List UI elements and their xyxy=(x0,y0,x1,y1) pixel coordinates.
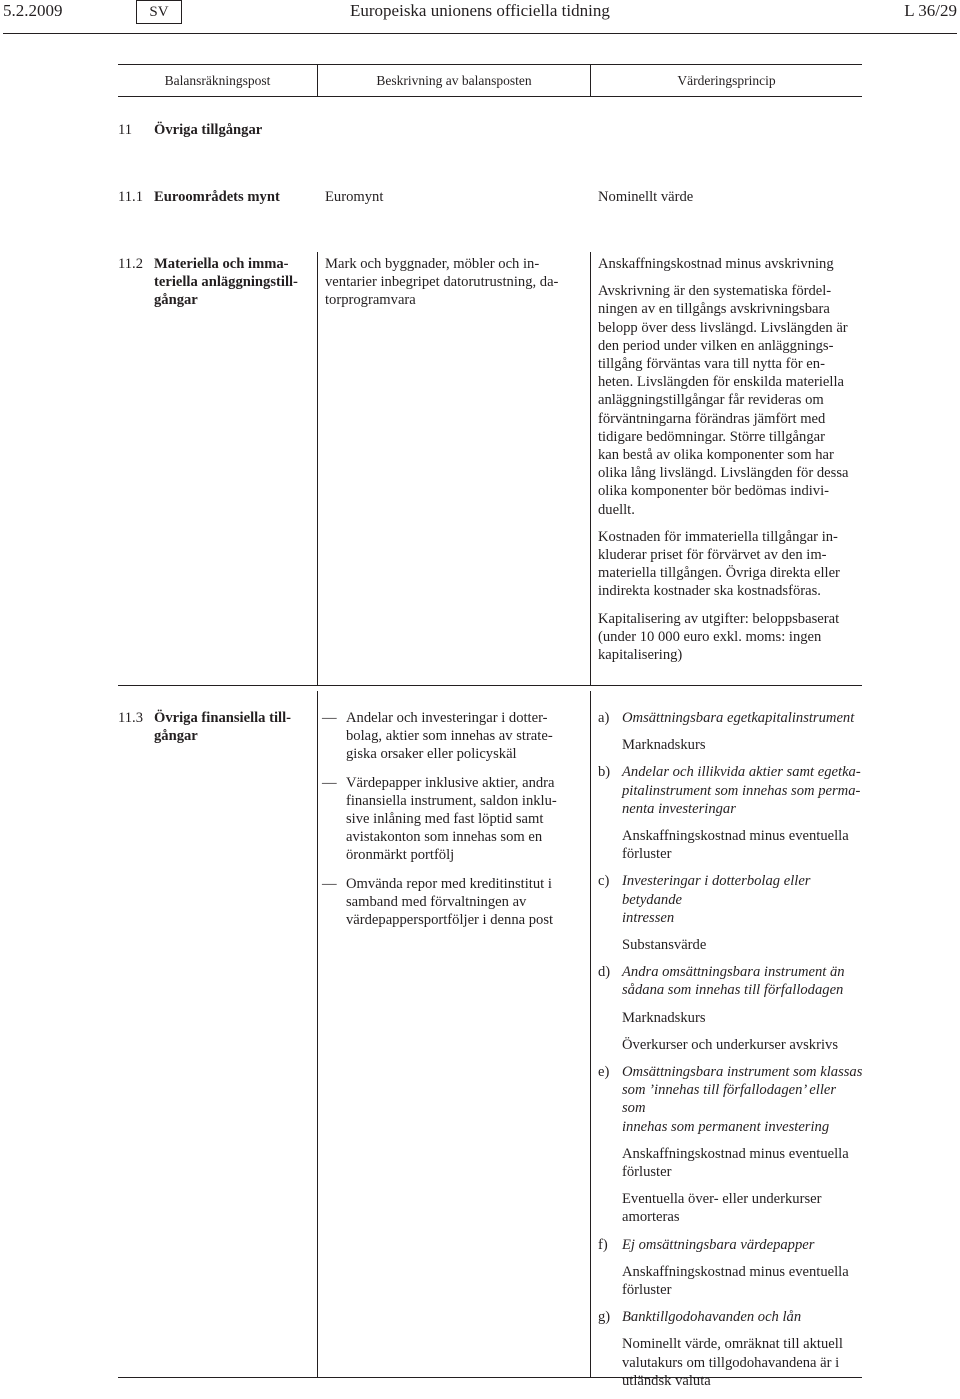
col-header-post: Balansräkningspost xyxy=(164,73,271,88)
text-line: Kapitalisering av utgifter: beloppsbaserat xyxy=(598,610,840,627)
row-11-3-description xyxy=(322,709,586,939)
text-line: pitalinstrument som innehas som perma- xyxy=(622,782,861,799)
item-title xyxy=(622,763,863,818)
text-line: indirekta kostnader ska kostnadsföras. xyxy=(598,583,821,600)
row-number: 11.2 xyxy=(118,256,143,272)
item-label: b) xyxy=(598,764,611,781)
item-rule xyxy=(622,936,863,954)
item-rule xyxy=(622,1190,863,1226)
text-line: amorteras xyxy=(622,1209,680,1226)
valuation-item xyxy=(598,872,863,954)
title-line: Materiella och imma- xyxy=(154,256,289,272)
col-header-valuation: Värderingsprincip xyxy=(677,73,776,88)
text-line: kluderar priset för förvärvet av den im- xyxy=(598,547,827,564)
text-line: Omvända repor med kreditinstitut i xyxy=(346,875,552,892)
text-line: Marknadskurs xyxy=(622,737,706,754)
item-title xyxy=(622,1063,863,1136)
text-line: sive inlåning med fast löptid samt xyxy=(346,811,544,828)
language-code-box: SV xyxy=(136,0,182,24)
text-line: öronmärkt portfölj xyxy=(346,847,455,864)
text-line: valutakurs om tillgodohavandena är i xyxy=(622,1354,840,1371)
row-number: 11 xyxy=(118,122,133,138)
item-rule xyxy=(622,1036,863,1054)
item-label: g) xyxy=(598,1309,611,1326)
table-top-rule xyxy=(118,64,862,65)
dash-marker: — xyxy=(322,774,337,791)
text-line: Investeringar i dotterbolag eller betydande xyxy=(622,873,811,908)
text-line: Anskaffningskostnad minus eventuella xyxy=(622,1263,849,1280)
text-line: kan bestå av olika komponenter som har xyxy=(598,447,834,464)
text-line: värdepappersportföljer i denna post xyxy=(346,912,554,929)
item-label: f) xyxy=(598,1236,608,1253)
row-separator xyxy=(118,685,862,686)
list-item xyxy=(322,875,586,930)
text-line: Överkurser och underkurser avskrivs xyxy=(622,1036,838,1053)
item-title xyxy=(622,872,863,927)
dash-marker: — xyxy=(322,875,337,892)
item-label: e) xyxy=(598,1064,610,1081)
item-rule xyxy=(622,1263,863,1299)
text-line: olika komponenter bör bedömas indivi- xyxy=(598,483,830,500)
valuation-item xyxy=(598,1236,863,1300)
col-divider-row-11-3-b xyxy=(590,691,591,1377)
text-line: Omsättningsbara instrument som klassas xyxy=(622,1064,863,1081)
desc-line: torprogramvara xyxy=(325,292,416,309)
text-line: giska orsaker eller policyskäl xyxy=(346,746,517,763)
text-line: bolag, aktier som innehas av strate- xyxy=(346,728,553,745)
text-line: förluster xyxy=(622,1282,672,1299)
text-line: tillgång förväntas vara till nytta för en- xyxy=(598,356,825,373)
text-line: Andelar och investeringar i dotter- xyxy=(346,710,548,726)
col-divider-row-11-2-a xyxy=(317,252,318,685)
row-title: Euroområdets mynt xyxy=(154,189,280,205)
text-line: (under 10 000 euro exkl. moms: ingen xyxy=(598,628,822,645)
text-line: Banktillgodohavanden och lån xyxy=(622,1309,802,1326)
row-11-1-post xyxy=(118,188,308,206)
text-line: duellt. xyxy=(598,501,635,518)
page-reference: L 36/29 xyxy=(904,1,957,20)
item-label: d) xyxy=(598,964,611,981)
text-line: förluster xyxy=(622,1164,672,1181)
list-item xyxy=(322,709,586,764)
table-header-rule xyxy=(118,96,862,97)
text-line: kapitalisering) xyxy=(598,647,683,664)
item-title xyxy=(622,1236,863,1254)
text-line: förväntningarna förändras jämfört med xyxy=(598,410,826,427)
text-line: anläggningstillgångar får revideras om xyxy=(598,392,824,409)
text-line: intressen xyxy=(622,909,675,926)
text-line: Anskaffningskostnad minus eventuella xyxy=(622,1145,849,1162)
text-line: den period under vilken en anläggnings- xyxy=(598,337,834,354)
valuation-item xyxy=(598,963,863,1054)
item-rule xyxy=(622,1145,863,1181)
text-line: Kostnaden för immateriella tillgångar in- xyxy=(598,528,838,545)
row-11-3-valuation xyxy=(598,709,863,1399)
text-line: tidigare bedömningar. Större tillgångar xyxy=(598,428,825,445)
row-title xyxy=(154,709,314,745)
text-line: sådana som innehas till förfallodagen xyxy=(622,982,844,999)
text-line: utländsk valuta xyxy=(622,1372,711,1389)
text-line: ningen av en tillgångs avskrivningsbara xyxy=(598,301,830,318)
dash-marker: — xyxy=(322,710,337,726)
row-11-post xyxy=(118,121,308,139)
text-line: materiella tillgången. Övriga direkta eller xyxy=(598,565,840,582)
text-line: finansiella instrument, saldon inklu- xyxy=(346,792,557,809)
valuation-item xyxy=(598,1308,863,1390)
row-11-1-description: Euromynt xyxy=(325,189,384,205)
text-line: Nominellt värde, omräknat till aktuell xyxy=(622,1336,843,1353)
text-line: Värdepapper inklusive aktier, andra xyxy=(346,774,555,791)
text-line: avistakonton som innehas som en xyxy=(346,829,543,846)
text-line: Marknadskurs xyxy=(622,1009,706,1026)
item-rule xyxy=(622,827,863,863)
title-line: Övriga finansiella till- xyxy=(154,710,292,726)
item-rule xyxy=(622,1009,863,1027)
text-line: belopp över dess livslängd. Livslängden är xyxy=(598,319,848,336)
intangible-paragraph xyxy=(598,528,863,601)
row-11-2-valuation xyxy=(598,255,863,664)
journal-title: Europeiska unionens officiella tidning xyxy=(350,1,610,20)
desc-line: Mark och byggnader, möbler och in- xyxy=(325,256,540,272)
depreciation-paragraph xyxy=(598,282,863,519)
row-title: Övriga tillgångar xyxy=(154,122,263,138)
valuation-heading: Anskaffningskostnad minus avskrivning xyxy=(598,256,834,272)
title-line: teriella anläggningstill- xyxy=(154,274,298,291)
text-line: samband med förvaltningen av xyxy=(346,893,527,910)
text-line: Omsättningsbara egetkapitalinstrument xyxy=(622,710,855,726)
col-header-description: Beskrivning av balansposten xyxy=(376,73,532,88)
row-number: 11.3 xyxy=(118,710,143,726)
row-11-1-valuation: Nominellt värde xyxy=(598,189,694,205)
valuation-item xyxy=(598,763,863,863)
valuation-item xyxy=(598,709,863,754)
item-rule xyxy=(622,1335,863,1390)
desc-line: ventarier inbegripet datorutrustning, da- xyxy=(325,274,559,291)
text-line: nenta investeringar xyxy=(622,800,736,817)
text-line: Andelar och illikvida aktier samt egetka- xyxy=(622,764,861,781)
text-line: som ’innehas till förfallodagen’ eller som xyxy=(622,1082,837,1117)
col-divider-row-11-2-b xyxy=(590,252,591,685)
title-line: gångar xyxy=(154,292,198,309)
row-title xyxy=(154,255,314,310)
list-item xyxy=(322,774,586,865)
item-rule xyxy=(622,736,863,754)
text-line: Andra omsättningsbara instrument än xyxy=(622,964,845,981)
text-line: Substansvärde xyxy=(622,937,707,954)
valuation-item xyxy=(598,1063,863,1227)
balance-sheet-table xyxy=(118,64,863,1389)
capitalisation-paragraph xyxy=(598,610,863,665)
page-header xyxy=(0,0,960,34)
col-divider-row-11-3-a xyxy=(317,691,318,1377)
text-line: Eventuella över- eller underkurser xyxy=(622,1191,822,1208)
item-label: a) xyxy=(598,710,610,726)
row-number: 11.1 xyxy=(118,189,143,205)
text-line: innehas som permanent investering xyxy=(622,1118,830,1135)
text-line: Ej omsättningsbara värdepapper xyxy=(622,1236,815,1253)
header-rule xyxy=(3,33,957,34)
row-11-2-description xyxy=(325,255,583,310)
item-title xyxy=(622,709,863,727)
text-line: heten. Livslängden för enskilda materiella xyxy=(598,374,844,391)
text-line: Avskrivning är den systematiska fördel- xyxy=(598,283,832,300)
text-line: förluster xyxy=(622,846,672,863)
publication-date: 5.2.2009 xyxy=(3,1,63,20)
item-title xyxy=(622,1308,863,1326)
item-label: c) xyxy=(598,873,610,890)
text-line: Anskaffningskostnad minus eventuella xyxy=(622,828,849,845)
title-line: gångar xyxy=(154,728,198,745)
text-line: olika lång livslängd. Livslängden för dessa xyxy=(598,465,849,482)
item-title xyxy=(622,963,863,999)
